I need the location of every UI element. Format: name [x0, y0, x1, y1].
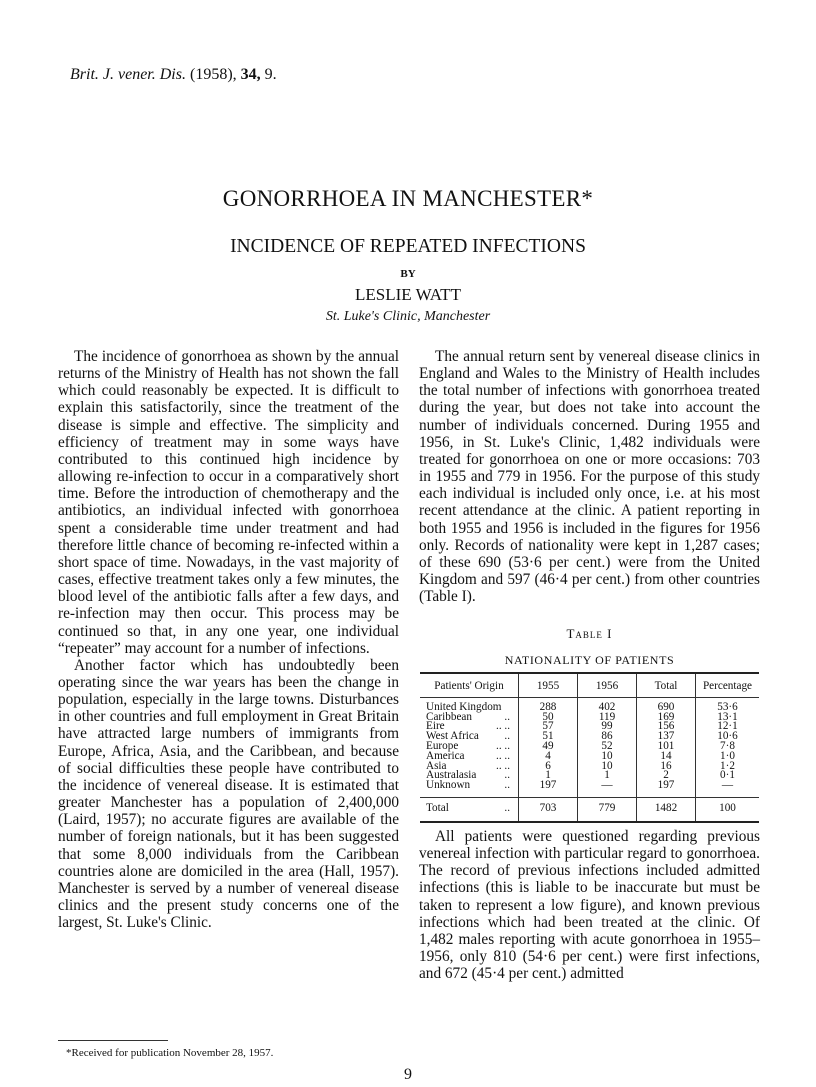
- cell: 16: [637, 762, 696, 772]
- leader-dots: .. ..: [496, 739, 510, 752]
- col-header: 1955: [519, 673, 578, 697]
- table-header-row: [420, 673, 759, 697]
- paragraph: The incidence of gonorrhoea as shown by the annual returns of the Ministry of Health has not shown the fall which could reasonably be expected. It is difficult to explain this satisfactorily, since the treatment of the disease is simple and effective. The simplicity and efficiency of treatment may in some ways have contributed to this continued high incidence by allowing re-infection to occur in a comparatively short time. Before the introduction of chemotherapy and the antibiotics, an individual infected with gonorrhoea spent a considerable time under treatment and had therefore little chance of becoming re-infected within a short space of time. Nowadays, in the vast majority of cases, effective treatment takes only a few minutes, the blood level of the antibiotic falls after a few days, and re-infection may then occur. This process may be continued so that, in any one year, one individual “repeater” may account for a number of infections.: [58, 348, 399, 657]
- cell: 12·1: [696, 722, 760, 732]
- leader-dots: ..: [504, 769, 510, 782]
- table-row: [420, 771, 759, 781]
- right-column-continued: [419, 828, 760, 982]
- cell: 119: [578, 713, 637, 723]
- cell: 51: [519, 732, 578, 742]
- total-label: Total: [426, 801, 449, 814]
- cell: 57: [519, 722, 578, 732]
- left-column: [58, 348, 399, 931]
- cell: 7·8: [696, 742, 760, 752]
- cell: 1·0: [696, 752, 760, 762]
- leader-dots: ..: [504, 730, 510, 743]
- cell: —: [578, 781, 637, 797]
- cell: 13·1: [696, 713, 760, 723]
- cell: 156: [637, 722, 696, 732]
- leader-dots: ..: [504, 801, 510, 814]
- cell: 10: [578, 762, 637, 772]
- citation-page: 9.: [264, 66, 277, 83]
- cell: 10: [578, 752, 637, 762]
- cell: 99: [578, 722, 637, 732]
- origin-label: America: [426, 749, 465, 762]
- origin-label: Europe: [426, 739, 459, 752]
- col-header: Total: [637, 673, 696, 697]
- paragraph: Another factor which has undoubtedly been operating since the war years has been the change in population, especially in the large towns. Disturbances in other countries and full employment in Great Britain have attracted large numbers of immigrants from Europe, Africa, Asia, and the Caribbean, and because of social difficulties these people have contributed to the incidence of venereal disease. It is estimated that greater Manchester has a population of 2,400,000 (Laird, 1957); no accurate figures are available of the number of foreign nationals, but it has been suggested that some 8,000 individuals from the Caribbean countries alone are domiciled in the area (Hall, 1957). Manchester is served by a number of venereal disease clinics and the present study concerns one of the largest, St. Luke's Clinic.: [58, 656, 399, 932]
- total-row: [420, 797, 759, 821]
- leader-dots: .. ..: [496, 759, 510, 772]
- origin-label: United Kingdom: [426, 700, 502, 713]
- page-number: 9: [404, 1066, 412, 1083]
- table-row: [420, 713, 759, 723]
- cell: 703: [519, 797, 578, 821]
- cell: 86: [578, 732, 637, 742]
- table-title: NATIONALITY OF PATIENTS: [504, 653, 675, 667]
- leader-dots: .. ..: [496, 749, 510, 762]
- citation-year: (1958),: [189, 66, 237, 83]
- paragraph: All patients were questioned regarding previous venereal infection with particular regard to gonorrhoea. The record of previous infections included admitted infections (this is liable to be inaccurate but must be taken to represent a low figure), and known previous infections which had been treated at the clinic. Of 1,482 males reporting with acute gonorrhoea in 1955–1956, only 810 (54·6 per cent.) were first infections, and 672 (45·4 per cent.) admitted: [419, 828, 760, 983]
- cell: 402: [578, 697, 637, 712]
- citation: [70, 66, 277, 84]
- table-row: [420, 742, 759, 752]
- leader-dots: ..: [504, 779, 510, 792]
- cell: 4: [519, 752, 578, 762]
- origin-label: Australasia: [426, 769, 477, 782]
- journal-name: Brit. J. vener. Dis.: [70, 66, 186, 83]
- leader-dots: ..: [504, 710, 510, 723]
- footnote-rule: [58, 1040, 168, 1041]
- origin-label: Caribbean: [426, 710, 472, 723]
- cell: 53·6: [696, 697, 760, 712]
- cell: 6: [519, 762, 578, 772]
- table-row: [420, 781, 759, 797]
- cell: 101: [637, 742, 696, 752]
- cell: 49: [519, 742, 578, 752]
- paragraph: The annual return sent by venereal disease clinics in England and Wales to the Ministry of Health includes the total number of infections with gonorrhoea treated during the year, but does not take into account the number of individuals concerned. During 1955 and 1956, in St. Luke's Clinic, 1,482 individuals were treated for gonorrhoea on one or more occasions: 703 in 1955 and 779 in 1956. For the purpose of this study each individual is included only once, i.e. at his most recent attendance at the clinic. A patient reporting in both 1955 and 1956 is included in the figures for 1956 only. Records of nationality were kept in 1,287 cases; of these 690 (53·6 per cent.) were from the United Kingdom and 597 (46·4 per cent.) from other countries (Table I).: [419, 348, 760, 606]
- table-number: Table I: [566, 626, 613, 641]
- origin-label: Asia: [426, 759, 447, 772]
- cell: 169: [637, 713, 696, 723]
- leader-dots: .. ..: [496, 720, 510, 733]
- cell: 288: [519, 697, 578, 712]
- cell: 137: [637, 732, 696, 742]
- table-row: [420, 732, 759, 742]
- cell: 690: [637, 697, 696, 712]
- origin-label: Eire: [426, 720, 445, 733]
- cell: 100: [696, 797, 760, 821]
- article-subtitle: INCIDENCE OF REPEATED INFECTIONS: [230, 236, 586, 257]
- origin-label: Unknown: [426, 779, 471, 792]
- cell: 197: [637, 781, 696, 797]
- table-row: [420, 752, 759, 762]
- affiliation: St. Luke's Clinic, Manchester: [325, 309, 491, 324]
- cell: 1: [578, 771, 637, 781]
- col-header: Patients' Origin: [420, 673, 519, 697]
- author: LESLIE WATT: [355, 285, 461, 304]
- origin-label: West Africa: [426, 730, 479, 743]
- cell: 197: [519, 781, 578, 797]
- right-column: [419, 348, 760, 605]
- col-header: Percentage: [696, 673, 760, 697]
- cell: 1482: [637, 797, 696, 821]
- cell: [420, 797, 519, 821]
- cell: 779: [578, 797, 637, 821]
- footnote: *Received for publication November 28, 1957.: [66, 1047, 274, 1059]
- cell: 10·6: [696, 732, 760, 742]
- cell: [420, 781, 519, 797]
- article-title: GONORRHOEA IN MANCHESTER*: [222, 186, 594, 211]
- col-header: 1956: [578, 673, 637, 697]
- cell: 2: [637, 771, 696, 781]
- cell: 52: [578, 742, 637, 752]
- cell: —: [696, 781, 760, 797]
- byline: BY: [400, 268, 416, 280]
- nationality-table: [420, 672, 759, 823]
- cell: 0·1: [696, 771, 760, 781]
- citation-volume: 34,: [240, 66, 261, 83]
- cell: 50: [519, 713, 578, 723]
- cell: 1: [519, 771, 578, 781]
- cell: 14: [637, 752, 696, 762]
- cell: 1·2: [696, 762, 760, 772]
